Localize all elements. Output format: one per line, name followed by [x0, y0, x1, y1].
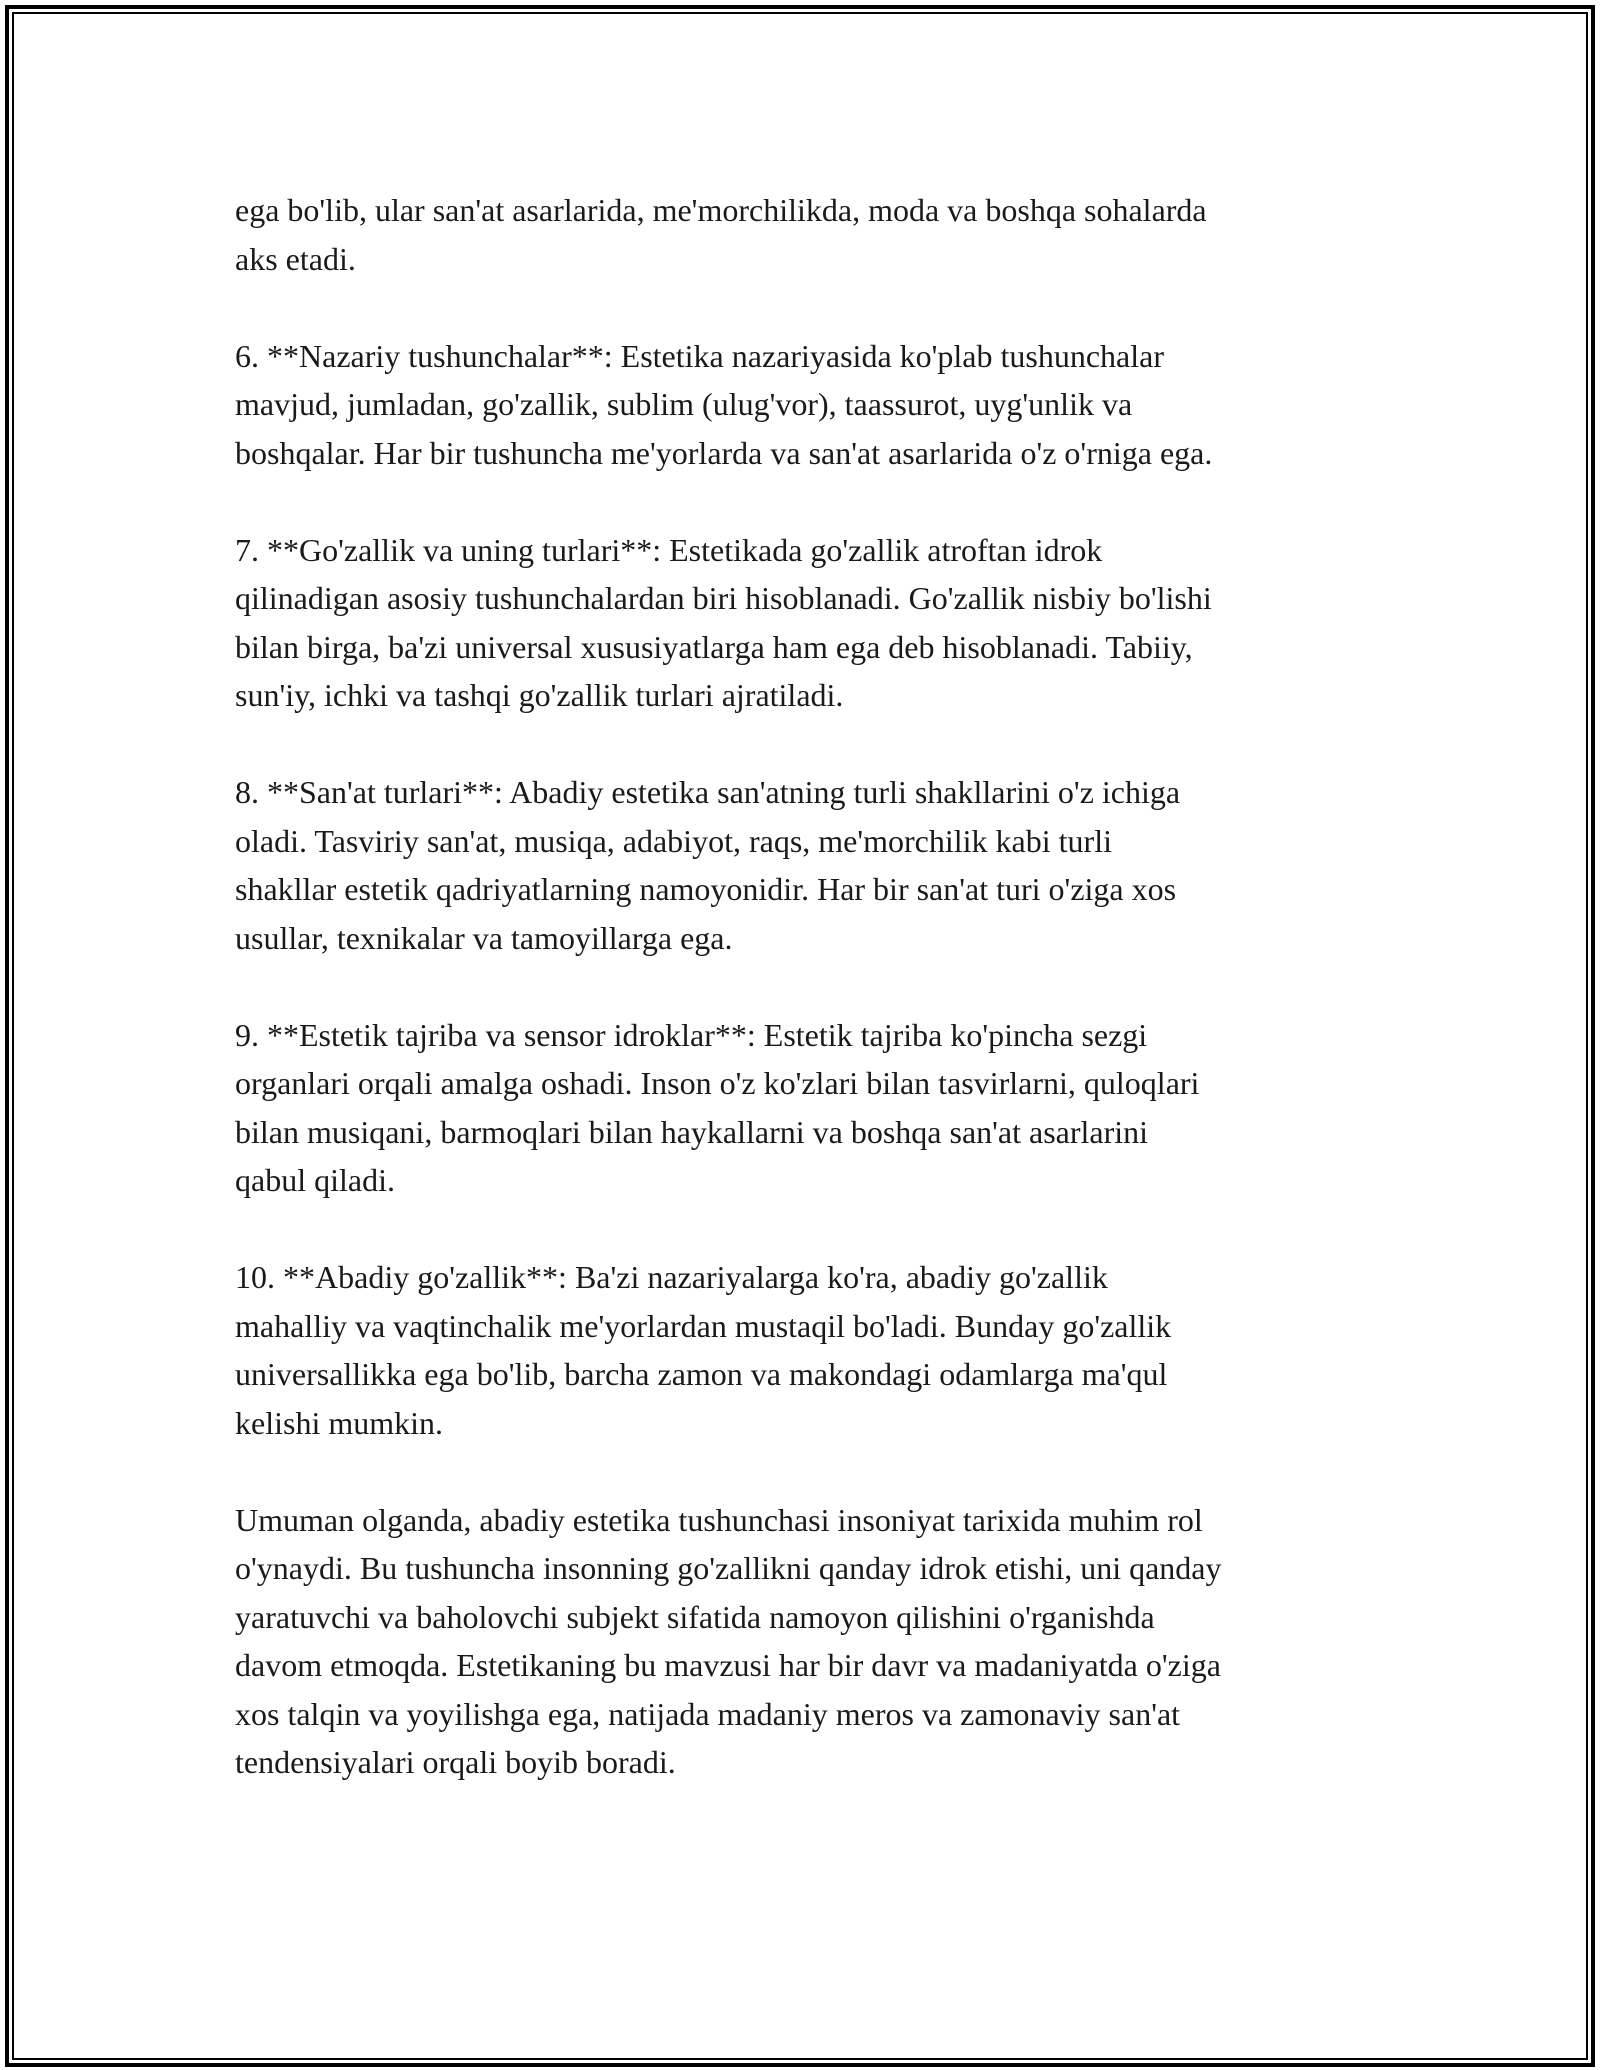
- text-line: oladi. Tasviriy san'at, musiqa, adabiyot, raqs, me'morchilik kabi turli: [235, 822, 1112, 859]
- text-line: 6. **Nazariy tushunchalar**: Estetika nazariyasida ko'plab tushunchalar: [235, 337, 1164, 374]
- text-line: 8. **San'at turlari**: Abadiy estetika san'atning turli shakllarini o'z ichiga: [235, 774, 1181, 810]
- text-line: qilinadigan asosiy tushunchalardan biri hisoblanadi. Go'zallik nisbiy bo'lishi: [235, 580, 1212, 616]
- paragraph-item-6: [235, 332, 1375, 478]
- text-line: 9. **Estetik tajriba va sensor idroklar**: Estetik tajriba ko'pincha sezgi: [235, 1016, 1148, 1053]
- document-body: [235, 186, 1375, 1835]
- paragraph-item-8: [235, 768, 1375, 962]
- text-line: yaratuvchi va baholovchi subjekt sifatida namoyon qilishini o'rganishda: [235, 1598, 1155, 1635]
- text-line: usullar, texnikalar va tamoyillarga ega.: [235, 919, 733, 956]
- text-line: organlari orqali amalga oshadi. Inson o'z ko'zlari bilan tasvirlarni, quloqlari: [235, 1065, 1200, 1101]
- text-line: bilan musiqani, barmoqlari bilan haykallarni va boshqa san'at asarlarini: [235, 1113, 1149, 1150]
- paragraph-continuation: [235, 186, 1375, 283]
- paragraph-item-10: [235, 1253, 1375, 1447]
- text-line: davom etmoqda. Estetikaning bu mavzusi har bir davr va madaniyatda o'ziga: [235, 1647, 1221, 1683]
- text-line: kelishi mumkin.: [235, 1404, 443, 1441]
- text-line: mavjud, jumladan, go'zallik, sublim (ulug'vor), taassurot, uyg'unlik va: [235, 386, 1133, 422]
- text-line: boshqalar. Har bir tushuncha me'yorlarda va san'at asarlarida o'z o'rniga ega.: [235, 434, 1213, 471]
- text-line: 10. **Abadiy go'zallik**: Ba'zi nazariyalarga ko'ra, abadiy go'zallik: [235, 1259, 1108, 1295]
- text-line: sun'iy, ichki va tashqi go'zallik turlari ajratiladi.: [235, 677, 844, 713]
- text-line: universallikka ega bo'lib, barcha zamon va makondagi odamlarga ma'qul: [235, 1356, 1168, 1392]
- text-line: shakllar estetik qadriyatlarning namoyonidir. Har bir san'at turi o'ziga xos: [235, 871, 1177, 907]
- text-line: Umuman olganda, abadiy estetika tushunchasi insoniyat tarixida muhim rol: [235, 1501, 1203, 1538]
- text-line: qabul qiladi.: [235, 1162, 395, 1198]
- text-line: tendensiyalari orqali boyib boradi.: [235, 1744, 676, 1780]
- paragraph-item-7: [235, 526, 1375, 720]
- paragraph-item-9: [235, 1011, 1375, 1205]
- text-line: aks etadi.: [235, 240, 356, 277]
- paragraph-conclusion: [235, 1496, 1375, 1787]
- text-line: mahalliy va vaqtinchalik me'yorlardan mustaqil bo'ladi. Bunday go'zallik: [235, 1307, 1172, 1344]
- text-line: 7. **Go'zallik va uning turlari**: Estetikada go'zallik atroftan idrok: [235, 531, 1103, 568]
- text-line: o'ynaydi. Bu tushuncha insonning go'zallikni qanday idrok etishi, uni qanday: [235, 1550, 1222, 1586]
- text-line: ega bo'lib, ular san'at asarlarida, me'morchilikda, moda va boshqa sohalarda: [235, 192, 1207, 228]
- text-line: bilan birga, ba'zi universal xususiyatlarga ham ega deb hisoblanadi. Tabiiy,: [235, 628, 1193, 665]
- text-line: xos talqin va yoyilishga ega, natijada madaniy meros va zamonaviy san'at: [235, 1695, 1181, 1732]
